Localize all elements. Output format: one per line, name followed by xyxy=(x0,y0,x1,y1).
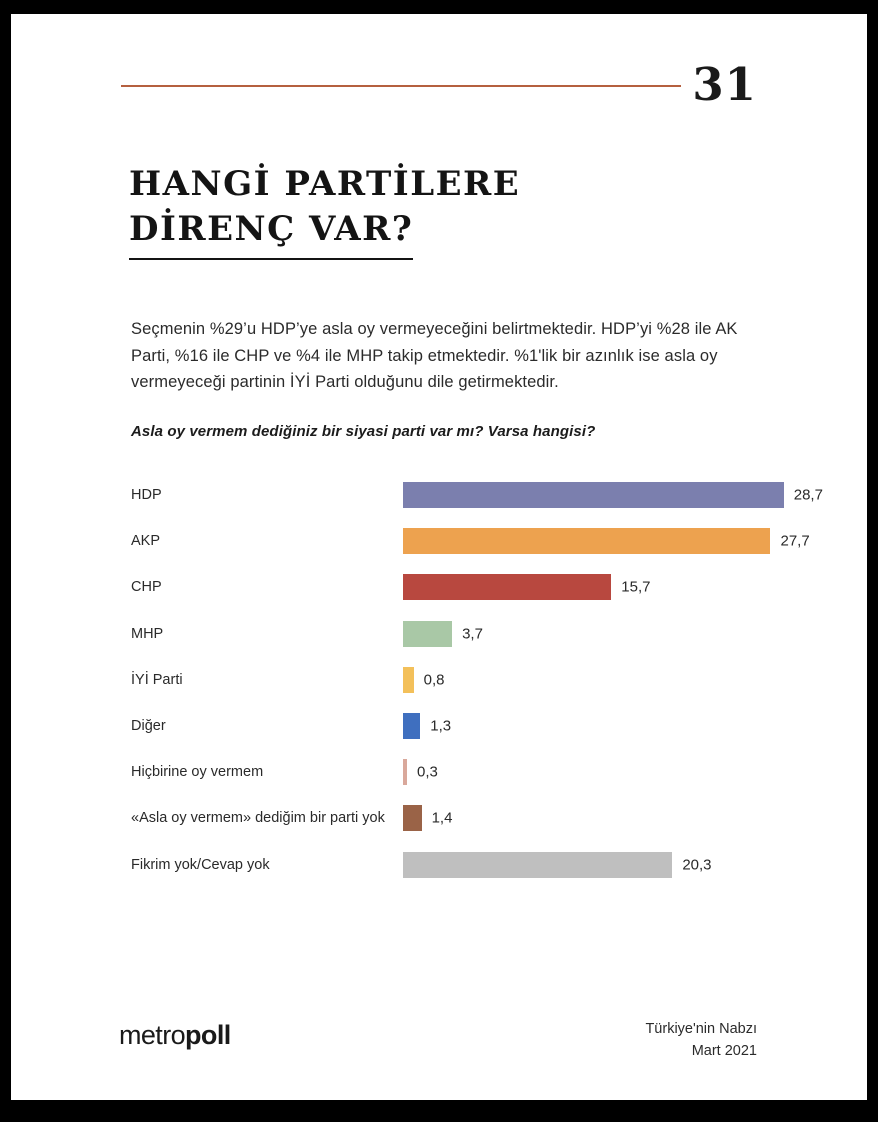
bar-track xyxy=(403,713,801,739)
page-number: 31 xyxy=(692,58,757,111)
bar-track xyxy=(403,482,823,508)
bar-track xyxy=(403,574,801,600)
bar-category-label: Diğer xyxy=(131,718,166,735)
bar-row xyxy=(121,703,801,749)
bar-fill xyxy=(403,574,611,600)
header-divider xyxy=(121,85,681,87)
bar-value-label: 28,7 xyxy=(793,486,823,504)
bar-value-label: 1,3 xyxy=(430,717,452,735)
bar-category-label: CHP xyxy=(131,579,162,596)
bar-value-label: 0,8 xyxy=(423,671,445,689)
bar-value-label: 1,4 xyxy=(431,809,453,827)
bar-fill xyxy=(403,528,770,554)
bar-value-label: 20,3 xyxy=(682,856,712,874)
bar-chart xyxy=(121,472,823,888)
bar-category-label: AKP xyxy=(131,533,161,550)
bar-row xyxy=(121,657,801,703)
page-header xyxy=(11,14,867,134)
bar-row xyxy=(121,749,801,795)
bar-fill xyxy=(403,713,420,739)
bar-category-label: «Asla oy vermem» dediğim bir parti yok xyxy=(131,810,385,827)
bar-track xyxy=(403,528,810,554)
page-footer xyxy=(11,1012,867,1072)
bar-track xyxy=(403,759,801,785)
bar-category-label: MHP xyxy=(131,625,164,642)
footer-meta xyxy=(645,1018,757,1063)
footer-survey-name: Türkiye'nin Nabzı xyxy=(645,1021,757,1037)
logo-text-bold: poll xyxy=(185,1020,231,1050)
slide-page xyxy=(11,14,867,1100)
bar-fill xyxy=(403,621,452,647)
bar-track xyxy=(403,852,801,878)
bar-value-label: 3,7 xyxy=(462,625,483,643)
bar-category-label: Hiçbirine oy vermem xyxy=(131,764,264,781)
footer-date: Mart 2021 xyxy=(691,1043,757,1060)
survey-question: Asla oy vermem dediğiniz bir siyasi parti var mı? Varsa hangisi? xyxy=(131,423,596,440)
bar-fill xyxy=(403,852,672,878)
bar-value-label: 0,3 xyxy=(417,763,438,781)
page-title xyxy=(129,162,749,260)
title-line-1: HANGİ PARTİLERE xyxy=(129,164,521,204)
bar-fill xyxy=(403,759,407,785)
summary-paragraph: Seçmenin %29’u HDP’ye asla oy vermeyeceğini belirtmektedir. HDP’yi %28 ile AK Parti, %16 ile CHP ve %4 ile MHP takip etmektedir. %1'lik bir azınlık ise asla oy vermeyeceği partinin İYİ Parti olduğunu dile getirmektedir. xyxy=(131,320,738,392)
bar-category-label: İYİ Parti xyxy=(131,671,183,688)
bar-row xyxy=(121,842,801,888)
bar-row xyxy=(121,795,801,841)
title-line-2: DİRENÇ VAR? xyxy=(129,207,413,260)
bar-fill xyxy=(403,805,422,831)
bar-track xyxy=(403,621,801,647)
bar-row xyxy=(121,564,801,610)
bar-row xyxy=(121,518,810,564)
bar-fill xyxy=(403,667,414,693)
metropoll-logo xyxy=(119,1020,231,1051)
bar-row xyxy=(121,611,801,657)
bar-category-label: HDP xyxy=(131,487,162,504)
bar-track xyxy=(403,667,801,693)
logo-text-thin: metro xyxy=(119,1020,186,1050)
bar-category-label: Fikrim yok/Cevap yok xyxy=(131,856,270,873)
bar-value-label: 27,7 xyxy=(780,532,810,550)
bar-track xyxy=(403,805,801,831)
bar-row xyxy=(121,472,823,518)
bar-value-label: 15,7 xyxy=(621,578,651,596)
bar-fill xyxy=(403,482,784,508)
